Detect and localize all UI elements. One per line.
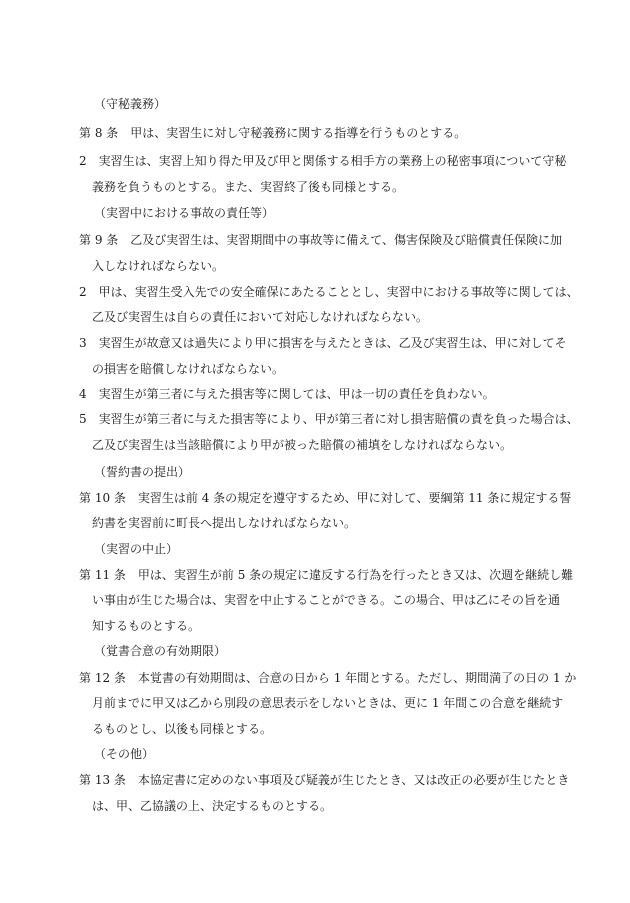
heading-suspension: （実習の中止）: [94, 542, 179, 556]
article-13: 第 13 条 本協定書に定めのない事項及び疑義が生じたとき、又は改正の必要が生じたとき: [79, 773, 570, 787]
article-8-paragraph-2-cont: 義務を負うものとする。また、実習終了後も同様とする。: [92, 180, 405, 194]
article-9-paragraph-5-cont: 乙及び実習生は当該賠償により甲が被った賠償の補填をしなければならない。: [92, 438, 513, 452]
heading-pledge-submission: （誓約書の提出）: [94, 465, 191, 479]
article-9-paragraph-4: 4 実習生が第三者に与えた損害等に関しては、甲は一切の責任を負わない。: [79, 387, 495, 401]
article-12: 第 12 条 本覚書の有効期間は、合意の日から 1 年間とする。ただし、期間満了の日の 1 か: [79, 671, 577, 685]
article-9-paragraph-1-cont: 入しなければならない。: [92, 259, 225, 273]
article-9-paragraph-2-cont: 乙及び実習生は自らの責任において対応しなければならない。: [92, 310, 429, 324]
article-9-paragraph-1: 第 9 条 乙及び実習生は、実習期間中の事故等に備えて、傷害保険及び賠償責任保険に加: [79, 233, 563, 247]
article-9-paragraph-3-cont: の損害を賠償しなければならない。: [92, 362, 285, 376]
article-12-cont-1: 月前までに甲又は乙から別段の意思表示をしないときは、更に 1 年間この合意を継続す: [92, 696, 564, 710]
article-9-paragraph-2: 2 甲は、実習生受入先での安全確保にあたることとし、実習中における事故等に関しては、: [79, 285, 579, 299]
heading-confidentiality: （守秘義務）: [94, 97, 167, 111]
article-9-paragraph-5: 5 実習生が第三者に与えた損害等により、甲が第三者に対し損害賠償の責を負った場合は、: [79, 412, 579, 426]
article-13-cont: は、甲、乙協議の上、決定するものとする。: [92, 799, 333, 813]
article-11-cont-1: い事由が生じた場合は、実習を中止することができる。この場合、甲は乙にその旨を通: [92, 593, 561, 607]
article-9-paragraph-3: 3 実習生が故意又は過失により甲に損害を与えたときは、乙及び実習生は、甲に対してそ: [79, 336, 567, 350]
article-10: 第 10 条 実習生は前 4 条の規定を遵守するため、甲に対して、要綱第 11 条に規定する誓: [79, 491, 572, 505]
article-10-cont: 約書を実習前に町長へ提出しなければならない。: [92, 516, 357, 530]
article-11-cont-2: 知するものとする。: [92, 619, 201, 633]
article-8-paragraph-2: 2 実習生は、実習上知り得た甲及び甲と関係する相手方の業務上の秘密事項について守秘: [79, 154, 567, 168]
heading-accident-responsibility: （実習中における事故の責任等）: [94, 206, 275, 220]
article-8-paragraph-1: 第 8 条 甲は、実習生に対し守秘義務に関する指導を行うものとする。: [79, 126, 467, 140]
heading-validity-period: （覚書合意の有効期限）: [94, 644, 227, 658]
heading-other: （その他）: [94, 747, 155, 761]
article-11: 第 11 条 甲は、実習生が前 5 条の規定に違反する行為を行ったとき又は、次週を継続し難: [79, 568, 574, 582]
article-12-cont-2: るものとし、以後も同様とする。: [92, 722, 273, 736]
